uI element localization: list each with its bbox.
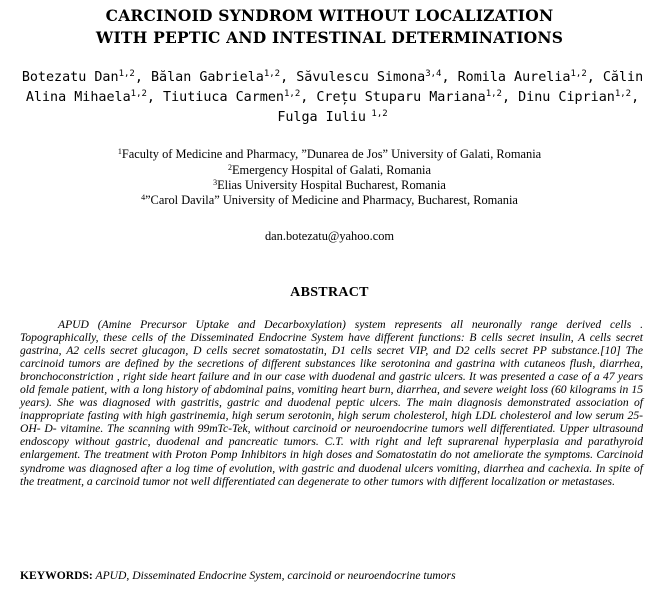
affiliation-number: 1 — [117, 147, 122, 156]
author-affiliation-mark: 1,2 — [614, 89, 632, 99]
author-name: Tiutiuca Carmen — [163, 90, 284, 105]
author-separator: , — [280, 70, 297, 85]
author-separator: , — [300, 90, 317, 105]
affiliation-number: 3 — [213, 178, 218, 187]
author-name: Botezatu Dan — [21, 70, 119, 85]
author-separator: , — [631, 90, 640, 105]
affiliation-2 — [0, 163, 659, 178]
author-name: Bălan Gabriela — [150, 70, 264, 85]
author-affiliation-mark: 1,2 — [570, 69, 587, 79]
affiliation-text: ”Carol Davila” University of Medicine and Pharmacy, Bucharest, Romania — [145, 193, 518, 207]
affiliation-text: Emergency Hospital of Galati, Romania — [231, 163, 431, 177]
affiliation-1 — [0, 147, 659, 162]
contact-email[interactable]: dan.botezatu@yahoo.com — [264, 229, 395, 243]
author-name: Romila Aurelia — [457, 70, 571, 85]
author-affiliation-mark: 1,2 — [118, 69, 135, 79]
author — [151, 70, 296, 85]
affiliation-text: Faculty of Medicine and Pharmacy, ”Dunarea de Jos” University of Galati, Romania — [121, 147, 542, 161]
abstract-body: APUD (Amine Precursor Uptake and Decarboxylation) system represents all neuronally range derived cells . Topographically, these cells of the Disseminated Endocrine System have different functions: B cells secret insulin, A cells secret gastrina, A2 cells secret glucagon, D cells secret somatostatin, D1 cells secret VIP, and D2 cells secret PP substance.[10] The carcinoid tumors are defined by the secretions of different substances like serotonina and gastrina with cutaneos flush, diarrhea, bronchoconstriction , right side heart failure and in our case with duodenal and gastric ulcers. It was presented a case of a 47 years old female patient, with a long history of abdominal pains, vomiting heart burn, diarrhea, and severe weight loss (60 kilograms in 15 years). She was diagnosed with gastritis, gastric and duodenal peptic ulcers. The main diagnosis demonstrated association of inappropriate fasting with high gastrinemia, high serum serotonin, high serum cholesterol, high LDL cholesterol and low serum 25-OH- D- vitamine. The scanning with 99mTc-Tek, without carcinoid or neuroendocrine tumors well differentiated. Upper ultrasound endoscopy without gastric, duodenal and pancreatic tumors. C.T. with right and left suprarenal hyperplasia and parathyroid enlargement. The treatment with Proton Pomp Inhibitors in high doses and Somatostatin do not ameliorate the symptoms. Carcinoid syndrome was diagnosed after a log time of evolution, with gastric and duodenal ulcers vomiting, diarrhea and cachexia. In spite of the treatment, a carcinoid tumor not well differentiated can degenerate to other tumors with different localization or metastases. — [20, 318, 643, 488]
author-affiliation-mark: 1,2 — [283, 89, 301, 99]
author-list — [20, 68, 645, 128]
author-name: Dinu Ciprian — [518, 90, 615, 105]
author-name: Călin Alina Mihaela — [25, 70, 644, 105]
affiliation-number: 2 — [227, 163, 232, 172]
author-affiliation-mark: 3,4 — [425, 69, 442, 79]
affiliation-3 — [0, 178, 659, 193]
author — [518, 90, 639, 105]
affiliation-4 — [0, 193, 659, 208]
affiliation-number: 4 — [141, 193, 146, 202]
author-name: Săvulescu Simona — [296, 70, 426, 85]
affiliation-text: Elias University Hospital Bucharest, Romania — [217, 178, 446, 192]
author-affiliation-mark: 1,2 — [263, 69, 281, 79]
paper-title-line-2: WITH PEPTIC AND INTESTINAL DETERMINATIONS — [95, 28, 564, 47]
author-separator: , — [134, 70, 151, 85]
keywords-label: KEYWORDS: — [20, 569, 93, 582]
paper-title-line-1: CARCINOID SYNDROM WITHOUT LOCALIZATION — [105, 6, 554, 25]
keywords-text: APUD, Disseminated Endocrine System, carcinoid or neuroendocrine tumors — [92, 569, 456, 582]
author — [163, 90, 316, 105]
author — [277, 110, 387, 125]
author — [316, 90, 518, 105]
abstract-heading: ABSTRACT — [290, 285, 369, 300]
author — [296, 70, 457, 85]
author-separator: , — [586, 70, 603, 85]
author-affiliation-mark: 1,2 — [366, 109, 388, 119]
author — [22, 70, 151, 85]
author-affiliation-mark: 1,2 — [485, 89, 502, 99]
keywords-line — [20, 569, 645, 582]
author-name: Fulga Iuliu — [277, 110, 366, 125]
author-name: Crețu Stuparu Mariana — [316, 90, 486, 105]
author-affiliation-mark: 1,2 — [130, 89, 147, 99]
author-separator: , — [441, 70, 458, 85]
author-separator: , — [146, 90, 164, 105]
author — [458, 70, 603, 85]
author-separator: , — [501, 90, 519, 105]
